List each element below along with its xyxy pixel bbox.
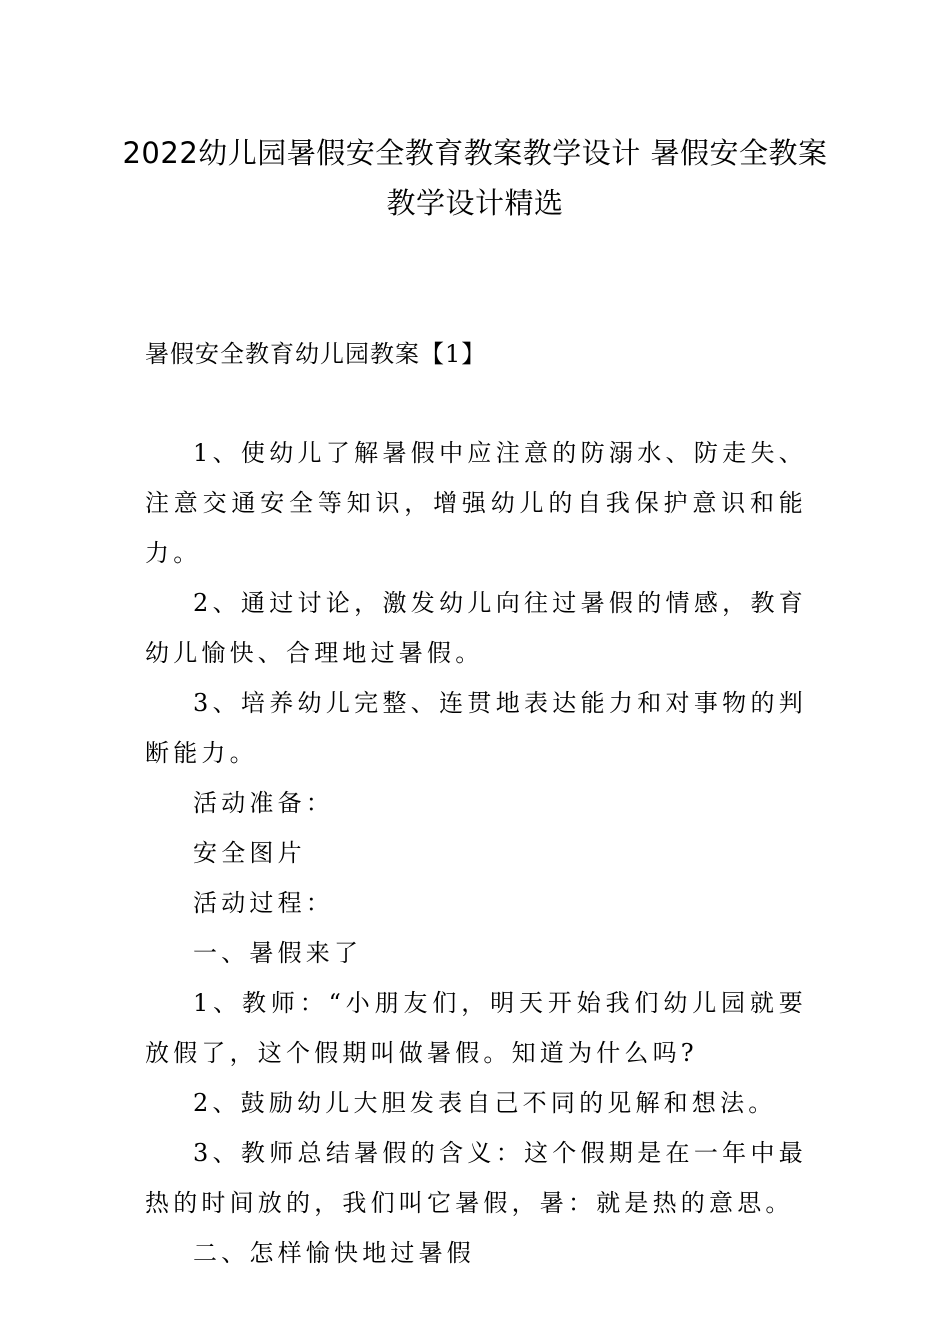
paragraph: 3、培养幼儿完整、连贯地表达能力和对事物的判断能力。 xyxy=(145,689,807,767)
paragraph: 2、鼓励幼儿大胆发表自己不同的见解和想法。 xyxy=(193,1089,777,1117)
paragraph: 一、暑假来了 xyxy=(193,939,363,967)
paragraph: 活动过程： xyxy=(193,889,334,917)
document-title: 2022幼儿园暑假安全教育教案教学设计 暑假安全教案教学设计精选 xyxy=(122,136,828,220)
paragraph: 二、怎样愉快地过暑假 xyxy=(193,1239,475,1267)
section-heading: 暑假安全教育幼儿园教案【1】 xyxy=(145,340,487,368)
paragraph: 安全图片 xyxy=(193,839,306,867)
paragraph: 活动准备： xyxy=(193,789,334,817)
paragraph: 1、教师：“小朋友们，明天开始我们幼儿园就要放假了，这个假期叫做暑假。知道为什么吗? xyxy=(145,989,807,1067)
paragraph: 3、教师总结暑假的含义：这个假期是在一年中最热的时间放的，我们叫它暑假，暑：就是热的意思。 xyxy=(145,1139,807,1217)
paragraph: 1、使幼儿了解暑假中应注意的防溺水、防走失、注意交通安全等知识，增强幼儿的自我保护意识和能力。 xyxy=(145,439,807,567)
paragraph: 2、通过讨论，激发幼儿向往过暑假的情感，教育幼儿愉快、合理地过暑假。 xyxy=(145,589,807,667)
document-body xyxy=(145,428,807,1278)
